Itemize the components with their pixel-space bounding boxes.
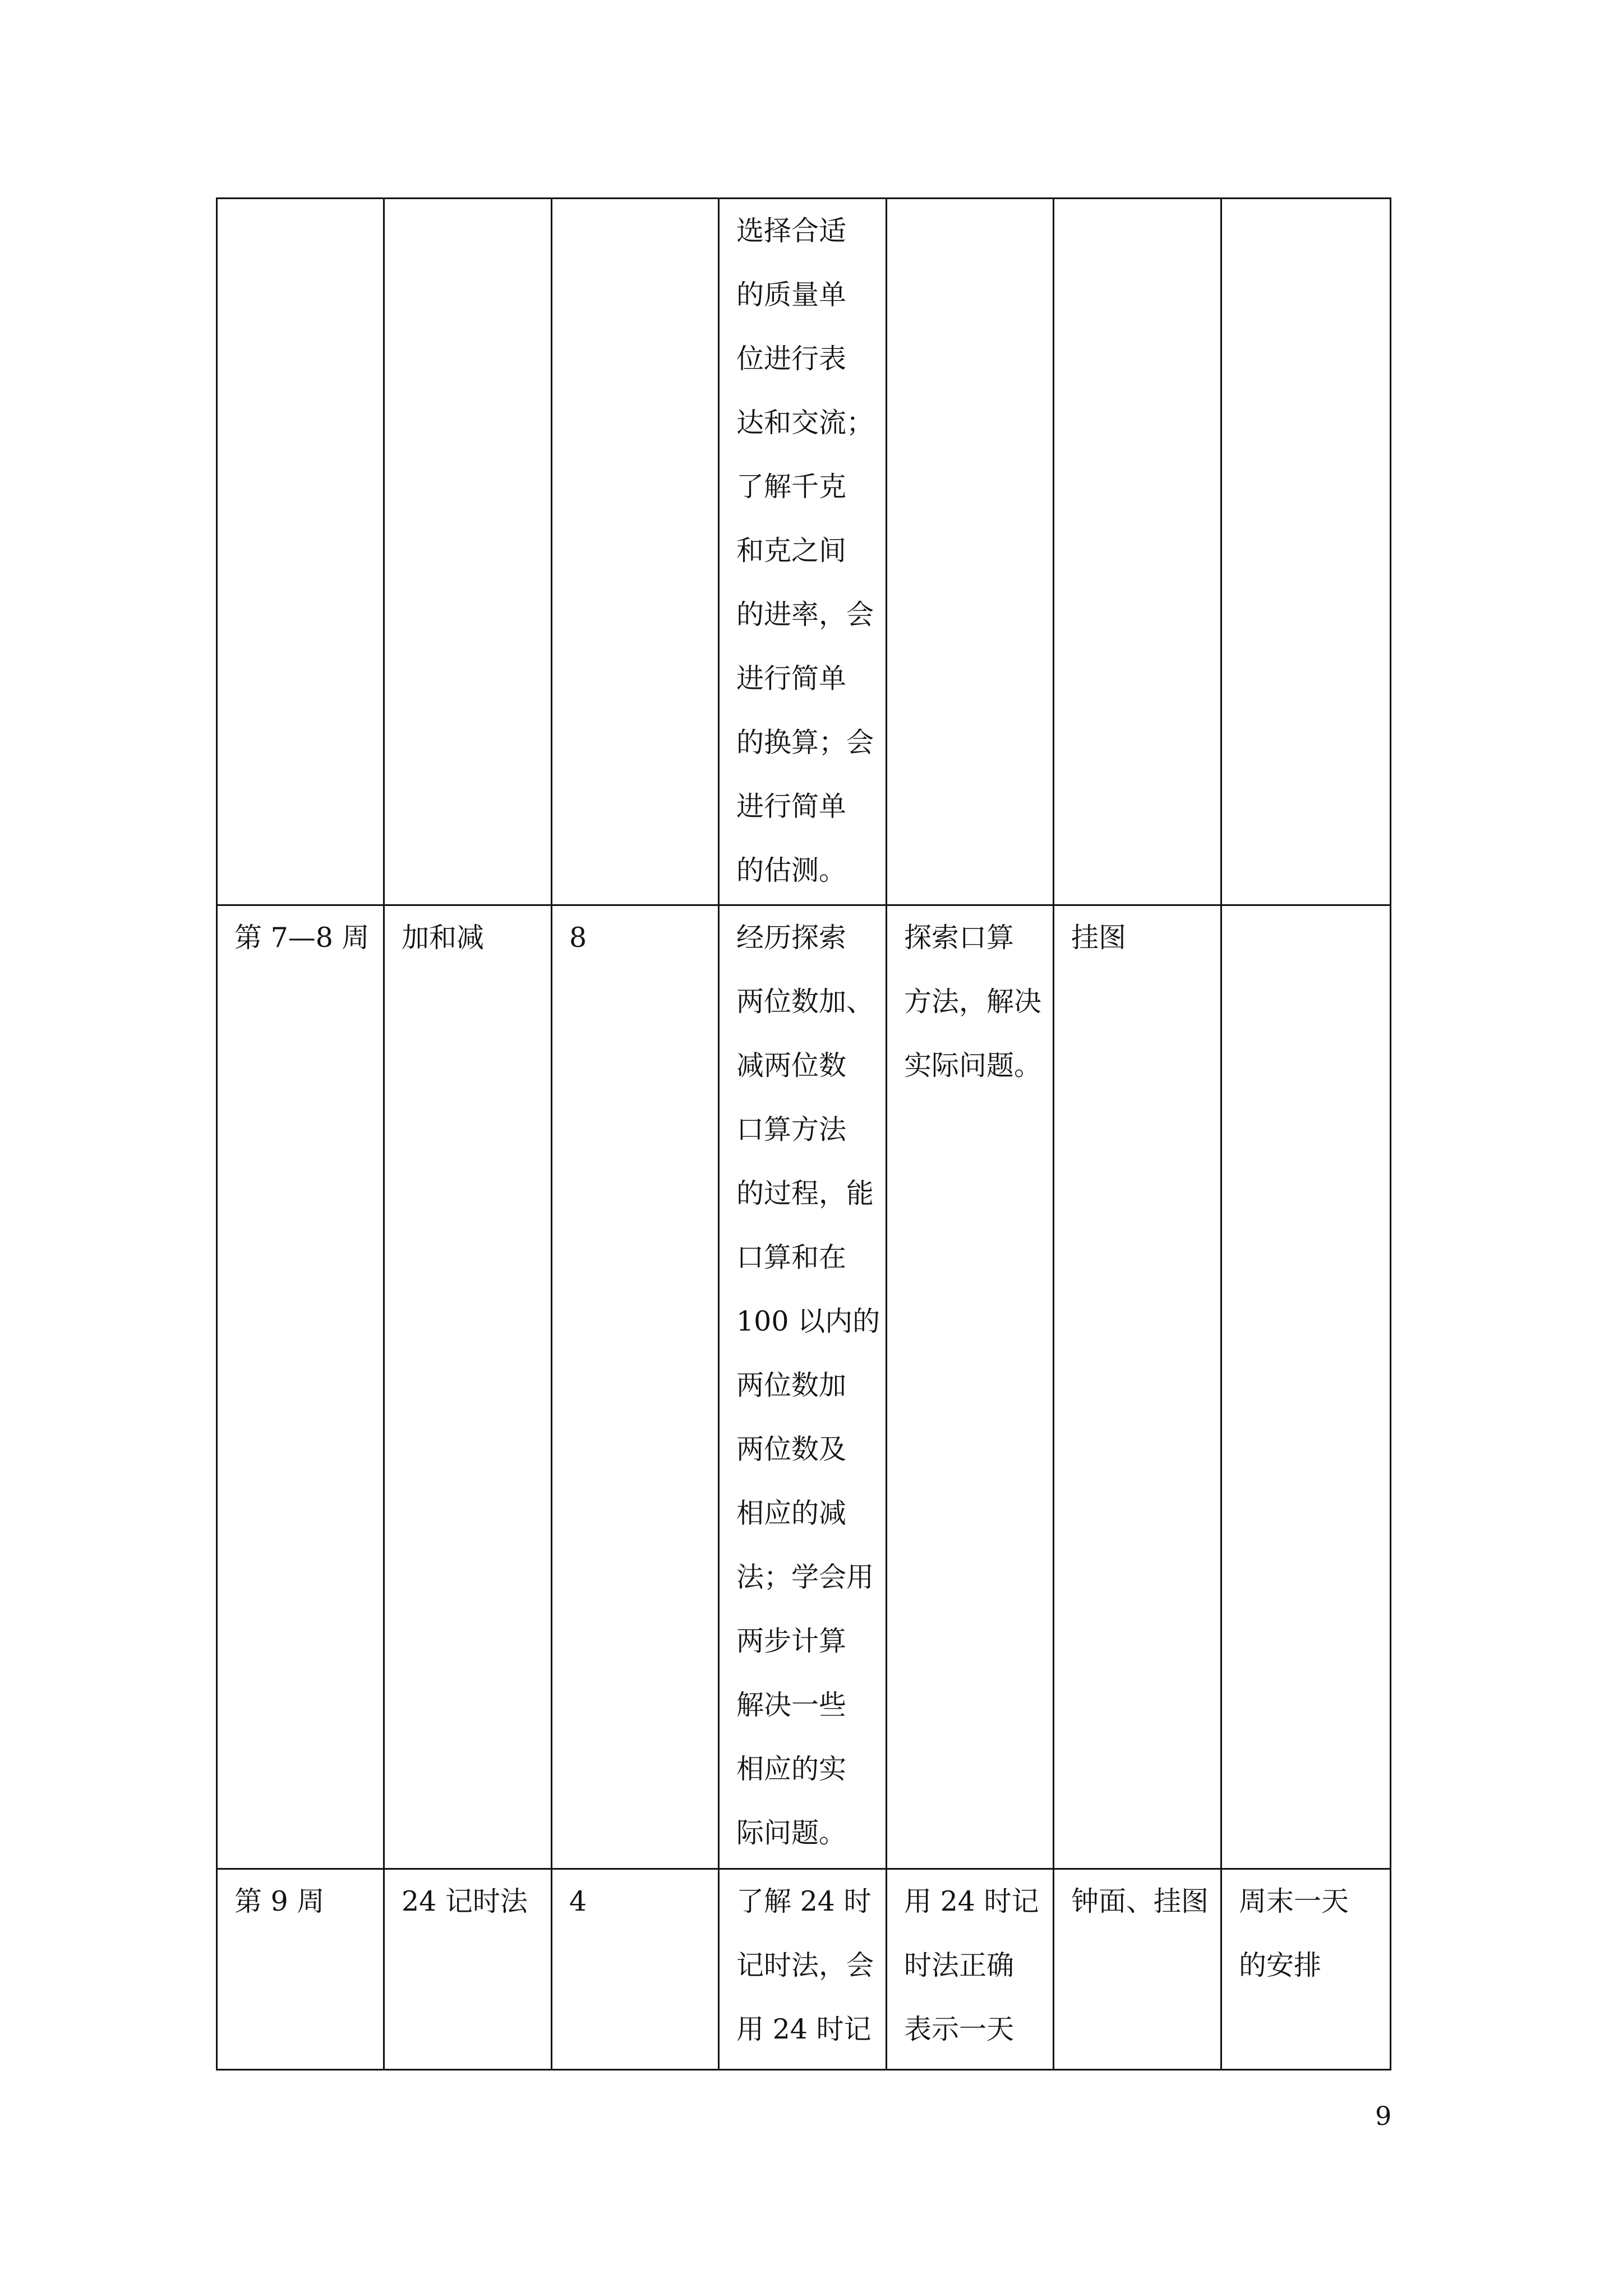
cell-text-line: 探索口算 [904,922,1015,954]
table-cell [719,905,887,1869]
cell-text-line: 第 9 周 [234,1885,325,1917]
table-cell [384,905,552,1869]
cell-text-line: 100 以内的 [736,1305,880,1337]
table-cell [1054,905,1221,1869]
cell-text-line: 的估测。 [736,854,847,886]
table-cell [1221,199,1391,905]
cell-text-line: 进行简单 [736,790,847,822]
cell-text-line: 的安排 [1239,1949,1322,1981]
cell-text-line: 了解千克 [736,471,847,503]
table-cell [552,1869,719,2070]
cell-text-line: 减两位数 [736,1050,847,1082]
cell-text-line: 经历探索 [736,922,847,954]
table-row [217,905,1391,1869]
cell-text-line: 的质量单 [736,279,847,311]
cell-text-line: 表示一天 [904,2013,1015,2045]
cell-text-line: 口算和在 [736,1241,847,1273]
cell-text-line: 两位数加、 [736,986,874,1018]
cell-text-line: 时法正确 [904,1949,1015,1981]
table-row [217,1869,1391,2070]
table-cell [1054,1869,1221,2070]
table-row [217,199,1391,905]
cell-text-line: 选择合适 [736,215,847,247]
cell-text-line: 加和减 [402,922,485,954]
cell-text-line: 用 24 时记 [736,2013,872,2045]
page-number: 9 [1375,2101,1392,2131]
table-cell [887,199,1054,905]
cell-text-line: 口算方法 [736,1114,847,1145]
cell-text-line: 钟面、挂图 [1071,1885,1209,1917]
cell-text-line: 了解 24 时 [736,1885,872,1917]
table-cell [217,199,384,905]
cell-text-line: 两位数及 [736,1433,847,1465]
schedule-table [216,197,1391,2070]
cell-text-line: 24 记时法 [402,1885,528,1917]
cell-text-line: 的换算；会 [736,726,874,758]
cell-text-line: 进行简单 [736,662,847,694]
table-cell [217,905,384,1869]
cell-text-line: 方法，解决 [904,986,1042,1018]
cell-text-line: 法；学会用 [736,1561,874,1593]
cell-text-line: 第 7—8 周 [234,922,370,954]
cell-text-line: 周末一天 [1239,1885,1349,1917]
cell-text-line: 和克之间 [736,535,847,567]
table-cell [887,905,1054,1869]
cell-text-line: 相应的减 [736,1497,847,1529]
table-cell [1221,1869,1391,2070]
cell-text-line: 挂图 [1071,922,1127,954]
cell-text-line: 用 24 时记 [904,1885,1039,1917]
table-cell [217,1869,384,2070]
cell-text-line: 相应的实 [736,1753,847,1785]
cell-text-line: 记时法，会 [736,1949,874,1981]
table-cell [384,1869,552,2070]
table-cell [384,199,552,905]
cell-text-line: 的进率，会 [736,599,874,631]
table-cell [719,199,887,905]
cell-text-line: 际问题。 [736,1817,847,1849]
cell-text-line: 位进行表 [736,343,847,375]
cell-text-line: 的过程，能 [736,1177,874,1209]
table-cell [552,905,719,1869]
cell-text-line: 两位数加 [736,1369,847,1401]
cell-text-line: 解决一些 [736,1689,847,1721]
cell-text-line: 实际问题。 [904,1050,1042,1082]
cell-text-line: 4 [569,1885,587,1917]
table-cell [1054,199,1221,905]
table-cell [552,199,719,905]
cell-text-line: 达和交流； [736,407,874,439]
cell-text-line: 8 [569,922,587,954]
table-cell [887,1869,1054,2070]
table-cell [1221,905,1391,1869]
cell-text-line: 两步计算 [736,1625,847,1657]
table-cell [719,1869,887,2070]
